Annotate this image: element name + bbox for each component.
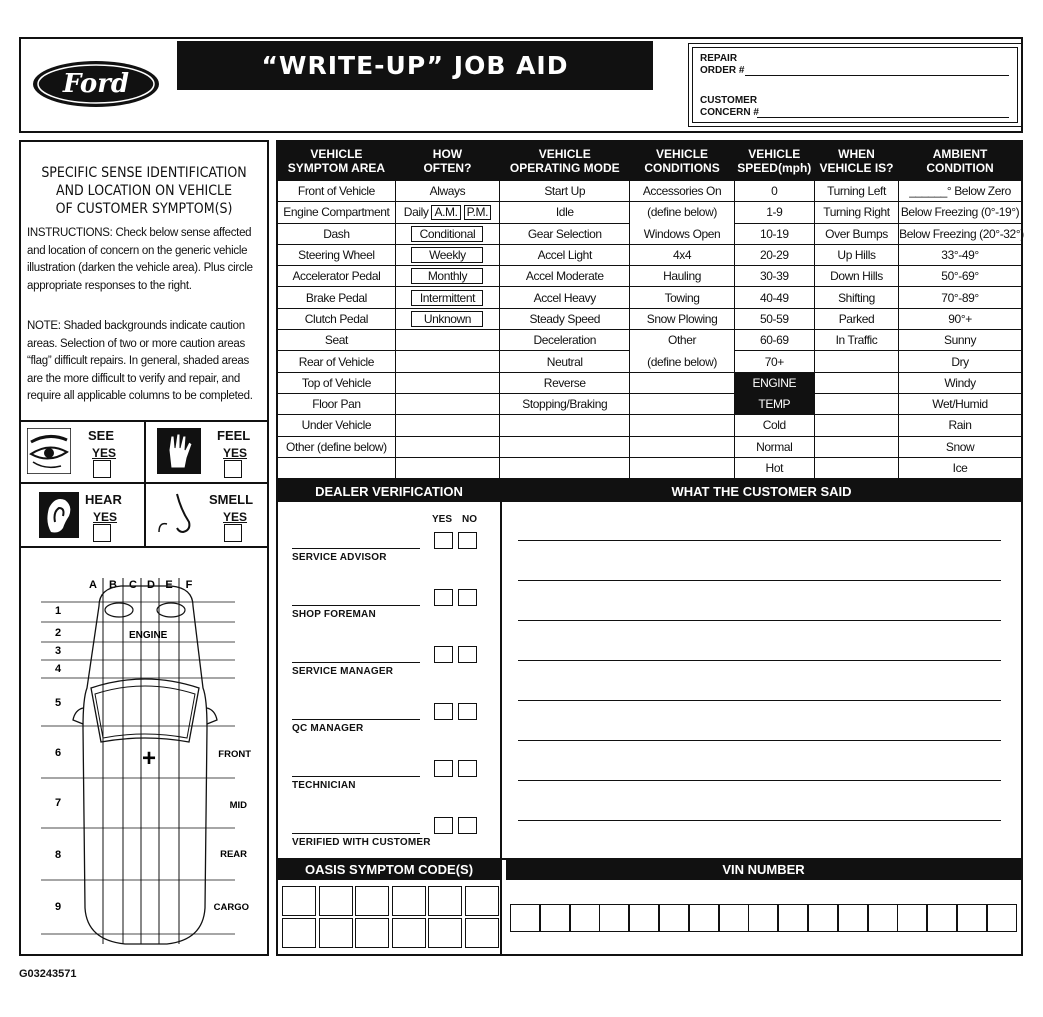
table-cell[interactable]: Dry: [899, 351, 1022, 372]
hear-yes-checkbox[interactable]: [93, 524, 111, 542]
vin-digit-cell[interactable]: [868, 904, 898, 932]
table-cell[interactable]: Neutral: [500, 351, 630, 372]
table-cell[interactable]: [395, 436, 499, 457]
table-cell[interactable]: [395, 223, 499, 244]
form-title: “WRITE-UP” JOB AID: [177, 41, 653, 90]
verified-no-checkbox[interactable]: [458, 589, 477, 606]
table-cell[interactable]: [395, 308, 499, 329]
vin-digit-cell[interactable]: [897, 904, 927, 932]
table-cell[interactable]: 33°-49°: [899, 244, 1022, 265]
header: [19, 37, 1023, 133]
table-cell[interactable]: 4x4: [630, 244, 734, 265]
customer-said-line[interactable]: [518, 780, 1001, 781]
table-cell[interactable]: Sunny: [899, 330, 1022, 351]
instructions-text: INSTRUCTIONS: Check below sense affected and location of concern on the generic vehicle illustration (darken the vehicle area). Plus circle appropriate responses to the right.: [27, 227, 253, 292]
table-cell[interactable]: Accel Heavy: [500, 287, 630, 308]
location-marker: +: [141, 745, 157, 772]
table-cell[interactable]: [814, 393, 898, 414]
table-row: [277, 436, 1022, 457]
smell-yes-label: YES: [223, 510, 248, 524]
table-row: [277, 202, 1022, 223]
table-cell[interactable]: Seat: [277, 330, 395, 351]
table-cell[interactable]: Towing: [630, 287, 734, 308]
smell-label: SMELL: [209, 492, 254, 507]
table-cell[interactable]: Under Vehicle: [277, 415, 395, 436]
table-cell[interactable]: 1-9: [734, 202, 814, 223]
sense-identification-panel: [19, 140, 269, 956]
table-row: [277, 308, 1022, 329]
vin-digit-cell[interactable]: [629, 904, 659, 932]
oasis-code-cell[interactable]: [428, 886, 462, 916]
table-cell[interactable]: Snow: [899, 436, 1022, 457]
see-label: SEE: [88, 428, 115, 443]
diagram-row-label: 3: [55, 645, 62, 657]
table-cell[interactable]: [630, 436, 734, 457]
table-row: [277, 415, 1022, 436]
vin-digit-cell[interactable]: [987, 904, 1017, 932]
vin-digit-cell[interactable]: [659, 904, 689, 932]
unknown-option[interactable]: Unknown: [411, 311, 483, 327]
table-cell[interactable]: Hauling: [630, 266, 734, 287]
verification-role-label: VERIFIED WITH CUSTOMER: [292, 837, 431, 848]
table-cell[interactable]: [630, 393, 734, 414]
table-cell[interactable]: Below Freezing (20°-32°): [899, 223, 1022, 244]
verified-no-checkbox[interactable]: [458, 532, 477, 549]
note-text: NOTE: Shaded backgrounds indicate caution areas. Selection of two or more caution areas “flag” difficult repairs. In general, shaded areas are the more difficult to verify and repair, and require all applicable columns to be completed.: [27, 320, 253, 402]
table-cell[interactable]: [500, 436, 630, 457]
vin-digit-cell[interactable]: [957, 904, 987, 932]
table-cell[interactable]: Brake Pedal: [277, 287, 395, 308]
table-cell[interactable]: [500, 457, 630, 479]
customer-concern-field[interactable]: [757, 117, 1009, 118]
diagram-row-label: 9: [55, 901, 62, 913]
table-cell[interactable]: [395, 244, 499, 265]
table-row: [277, 457, 1022, 479]
table-cell[interactable]: Accel Light: [500, 244, 630, 265]
table-cell[interactable]: Stopping/Braking: [500, 393, 630, 414]
table-cell[interactable]: [814, 457, 898, 479]
table-cell[interactable]: [814, 372, 898, 393]
table-cell[interactable]: [277, 457, 395, 479]
table-row: [277, 393, 1022, 414]
table-cell[interactable]: 0: [734, 181, 814, 202]
nose-icon: [155, 492, 195, 538]
vehicle-location-diagram[interactable]: [21, 548, 267, 956]
table-cell[interactable]: Dash: [277, 223, 395, 244]
customer-label: CUSTOMER: [700, 95, 758, 106]
table-cell[interactable]: Idle: [500, 202, 630, 223]
customer-said-line[interactable]: [518, 580, 1001, 581]
table-cell[interactable]: Clutch Pedal: [277, 308, 395, 329]
feel-yes-label: YES: [223, 446, 248, 460]
order-label: ORDER #: [700, 65, 745, 76]
diagram-column-label: B: [109, 579, 117, 591]
table-cell[interactable]: Gear Selection: [500, 223, 630, 244]
table-cell[interactable]: Windy: [899, 372, 1022, 393]
see-yes-checkbox[interactable]: [93, 460, 111, 478]
table-cell[interactable]: [395, 266, 499, 287]
customer-said-line[interactable]: [518, 540, 1001, 541]
oasis-code-cell[interactable]: [282, 886, 316, 916]
table-cell[interactable]: Snow Plowing: [630, 308, 734, 329]
front-label: FRONT: [218, 749, 251, 760]
table-cell[interactable]: Over Bumps: [814, 223, 898, 244]
table-cell[interactable]: ______° Below Zero: [899, 181, 1022, 202]
signature-line[interactable]: [292, 776, 420, 777]
hear-yes-label: YES: [93, 510, 118, 524]
sense-divider-2: [21, 482, 267, 484]
vin-digit-cell[interactable]: [808, 904, 838, 932]
customer-said-line[interactable]: [518, 620, 1001, 621]
table-cell[interactable]: [395, 202, 499, 223]
sense-heading: SPECIFIC SENSE IDENTIFICATION AND LOCATION ON VEHICLE OF CUSTOMER SYMPTOM(S): [41, 165, 247, 217]
vin-digit-cell[interactable]: [540, 904, 570, 932]
signature-line[interactable]: [292, 605, 420, 606]
table-row: [277, 181, 1022, 202]
table-cell[interactable]: [395, 351, 499, 372]
table-cell[interactable]: [630, 415, 734, 436]
vin-digit-cell[interactable]: [719, 904, 749, 932]
table-cell[interactable]: Turning Right: [814, 202, 898, 223]
intermittent-option[interactable]: Intermittent: [411, 290, 483, 306]
vin-digit-cell[interactable]: [689, 904, 719, 932]
table-cell[interactable]: [395, 372, 499, 393]
column-header: AMBIENT CONDITION: [899, 141, 1022, 181]
oasis-code-cell[interactable]: [465, 886, 499, 916]
table-cell[interactable]: [814, 436, 898, 457]
table-cell[interactable]: [395, 415, 499, 436]
mid-label: MID: [229, 800, 247, 811]
vin-digit-cell[interactable]: [927, 904, 957, 932]
table-cell[interactable]: Deceleration: [500, 330, 630, 351]
table-cell[interactable]: [395, 393, 499, 414]
oasis-code-cell[interactable]: [319, 886, 353, 916]
table-cell[interactable]: 20-29: [734, 244, 814, 265]
table-cell[interactable]: 70°-89°: [899, 287, 1022, 308]
verified-no-checkbox[interactable]: [458, 703, 477, 720]
table-cell[interactable]: Other (define below): [277, 436, 395, 457]
repair-order-field[interactable]: [745, 75, 1009, 76]
eye-icon: [27, 428, 71, 474]
table-row: [277, 287, 1022, 308]
table-cell[interactable]: Rear of Vehicle: [277, 351, 395, 372]
table-cell[interactable]: Cold: [734, 415, 814, 436]
symptom-table: [276, 140, 1023, 480]
table-cell[interactable]: Accelerator Pedal: [277, 266, 395, 287]
diagram-column-label: E: [165, 579, 173, 591]
diagram-column-label: A: [89, 579, 97, 591]
customer-said-line[interactable]: [518, 700, 1001, 701]
table-row: [277, 330, 1022, 351]
table-row: [277, 372, 1022, 393]
rear-label: REAR: [220, 849, 247, 860]
vin-title: VIN NUMBER: [506, 860, 1021, 880]
column-header: VEHICLE SPEED(mph): [734, 141, 814, 181]
verified-yes-checkbox[interactable]: [434, 817, 453, 834]
oasis-code-cell[interactable]: [355, 886, 389, 916]
diagram-row-label: 6: [55, 747, 62, 759]
feel-label: FEEL: [217, 428, 251, 443]
verification-role-label: SERVICE ADVISOR: [292, 552, 387, 563]
oasis-code-cell[interactable]: [355, 918, 389, 948]
oasis-title: OASIS SYMPTOM CODE(S): [278, 860, 500, 880]
table-cell[interactable]: Accel Moderate: [500, 266, 630, 287]
table-cell[interactable]: Below Freezing (0°-19°): [899, 202, 1022, 223]
table-cell[interactable]: [395, 457, 499, 479]
table-cell[interactable]: Shifting: [814, 287, 898, 308]
signature-line[interactable]: [292, 548, 420, 549]
cargo-label: CARGO: [213, 902, 249, 913]
table-cell[interactable]: [814, 415, 898, 436]
verified-no-checkbox[interactable]: [458, 760, 477, 777]
table-cell[interactable]: Down Hills: [814, 266, 898, 287]
table-cell[interactable]: Engine Compartment: [277, 202, 395, 223]
verification-role-label: TECHNICIAN: [292, 780, 356, 791]
table-row: [277, 223, 1022, 244]
verified-no-checkbox[interactable]: [458, 817, 477, 834]
vin-digit-cell[interactable]: [510, 904, 540, 932]
diagram-row-label: 4: [55, 663, 62, 675]
vin-digit-cell[interactable]: [570, 904, 600, 932]
diagram-row-label: 2: [55, 627, 62, 639]
verified-yes-checkbox[interactable]: [434, 703, 453, 720]
oasis-code-cell[interactable]: [392, 918, 426, 948]
table-row: [277, 266, 1022, 287]
verified-no-checkbox[interactable]: [458, 646, 477, 663]
table-cell[interactable]: Start Up: [500, 181, 630, 202]
column-header: VEHICLE SYMPTOM AREA: [277, 141, 395, 181]
yes-column-label: YES: [432, 514, 453, 525]
table-cell[interactable]: Normal: [734, 436, 814, 457]
table-cell[interactable]: Front of Vehicle: [277, 181, 395, 202]
table-cell[interactable]: [395, 330, 499, 351]
table-cell[interactable]: [630, 372, 734, 393]
table-cell[interactable]: Turning Left: [814, 181, 898, 202]
pm-option[interactable]: P.M.: [464, 205, 492, 220]
table-cell[interactable]: Hot: [734, 457, 814, 479]
oasis-code-cell[interactable]: [465, 918, 499, 948]
vin-digit-cell[interactable]: [748, 904, 778, 932]
signature-line[interactable]: [292, 662, 420, 663]
vin-digit-cell[interactable]: [838, 904, 868, 932]
table-cell[interactable]: Accessories On: [630, 181, 734, 202]
table-cell[interactable]: Up Hills: [814, 244, 898, 265]
table-cell[interactable]: ENGINE: [734, 372, 814, 393]
table-cell[interactable]: Parked: [814, 308, 898, 329]
column-header: VEHICLE CONDITIONS: [630, 141, 734, 181]
column-header: WHEN VEHICLE IS?: [814, 141, 898, 181]
daily-label: Daily: [403, 204, 429, 219]
table-cell[interactable]: [395, 287, 499, 308]
engine-label: ENGINE: [129, 630, 168, 641]
figure-code: G03243571: [19, 968, 77, 980]
verification-role-label: QC MANAGER: [292, 723, 364, 734]
diagram-row-label: 5: [55, 697, 62, 709]
verification-role-label: SERVICE MANAGER: [292, 666, 394, 677]
signature-line[interactable]: [292, 833, 420, 834]
vin-digit-cell[interactable]: [599, 904, 629, 932]
customer-said-line[interactable]: [518, 660, 1001, 661]
table-cell[interactable]: Ice: [899, 457, 1022, 479]
weekly-option[interactable]: Weekly: [411, 247, 483, 263]
customer-said-line[interactable]: [518, 740, 1001, 741]
table-cell[interactable]: [630, 457, 734, 479]
table-cell[interactable]: [500, 415, 630, 436]
oasis-code-cell[interactable]: [319, 918, 353, 948]
see-yes-label: YES: [92, 446, 117, 460]
diagram-row-label: 7: [55, 797, 62, 809]
diagram-column-label: F: [185, 579, 193, 591]
table-cell[interactable]: Floor Pan: [277, 393, 395, 414]
oasis-code-cell[interactable]: [428, 918, 462, 948]
table-cell[interactable]: Steering Wheel: [277, 244, 395, 265]
verification-section: [276, 480, 1023, 956]
table-cell[interactable]: Reverse: [500, 372, 630, 393]
table-cell[interactable]: TEMP: [734, 393, 814, 414]
table-cell[interactable]: Rain: [899, 415, 1022, 436]
table-row: [277, 244, 1022, 265]
repair-label: REPAIR: [700, 53, 738, 64]
verified-yes-checkbox[interactable]: [434, 646, 453, 663]
concern-label: CONCERN #: [700, 107, 759, 118]
table-cell[interactable]: 50°-69°: [899, 266, 1022, 287]
diagram-column-label: C: [129, 579, 137, 591]
hand-icon: [157, 428, 201, 474]
diagram-row-label: 1: [55, 605, 62, 617]
repair-order-box: [688, 43, 1022, 127]
table-cell[interactable]: 90°+: [899, 308, 1022, 329]
feel-yes-checkbox[interactable]: [224, 460, 242, 478]
table-header-row: [277, 141, 1022, 181]
diagram-column-label: D: [147, 579, 155, 591]
diagram-row-label: 8: [55, 849, 62, 861]
column-header: HOW OFTEN?: [395, 141, 499, 181]
svg-text:Ford: Ford: [62, 69, 130, 99]
verified-yes-checkbox[interactable]: [434, 589, 453, 606]
hear-label: HEAR: [85, 492, 122, 507]
table-row: [277, 351, 1022, 372]
table-cell[interactable]: 50-59: [734, 308, 814, 329]
monthly-option[interactable]: Monthly: [411, 268, 483, 284]
table-cell[interactable]: 60-69: [734, 330, 814, 351]
table-cell[interactable]: 70+: [734, 351, 814, 372]
table-cell[interactable]: (define below): [630, 202, 734, 223]
table-cell[interactable]: Windows Open: [630, 223, 734, 244]
table-cell[interactable]: 10-19: [734, 223, 814, 244]
table-body: [277, 181, 1022, 480]
ford-logo: [31, 59, 161, 109]
table-cell[interactable]: Other: [630, 330, 734, 351]
table-cell[interactable]: Wet/Humid: [899, 393, 1022, 414]
vertical-divider: [500, 482, 502, 954]
dealer-verification-title: DEALER VERIFICATION: [278, 482, 500, 502]
customer-said-title: WHAT THE CUSTOMER SAID: [502, 482, 1021, 502]
verified-yes-checkbox[interactable]: [434, 760, 453, 777]
verification-role-label: SHOP FOREMAN: [292, 609, 376, 620]
conditional-option[interactable]: Conditional: [411, 226, 483, 242]
table-cell[interactable]: (define below): [630, 351, 734, 372]
am-option[interactable]: A.M.: [431, 205, 460, 220]
ear-icon: [39, 492, 79, 538]
customer-said-line[interactable]: [518, 820, 1001, 821]
verified-yes-checkbox[interactable]: [434, 532, 453, 549]
smell-yes-checkbox[interactable]: [224, 524, 242, 542]
table-cell[interactable]: 40-49: [734, 287, 814, 308]
table-cell[interactable]: In Traffic: [814, 330, 898, 351]
vin-digit-cell[interactable]: [778, 904, 808, 932]
table-cell[interactable]: [814, 351, 898, 372]
table-cell[interactable]: Top of Vehicle: [277, 372, 395, 393]
always-option[interactable]: Always: [429, 184, 466, 199]
table-cell[interactable]: Steady Speed: [500, 308, 630, 329]
column-header: VEHICLE OPERATING MODE: [500, 141, 630, 181]
signature-line[interactable]: [292, 719, 420, 720]
table-cell[interactable]: [395, 181, 499, 202]
table-cell[interactable]: 30-39: [734, 266, 814, 287]
no-column-label: NO: [462, 514, 477, 525]
oasis-code-cell[interactable]: [392, 886, 426, 916]
oasis-code-cell[interactable]: [282, 918, 316, 948]
